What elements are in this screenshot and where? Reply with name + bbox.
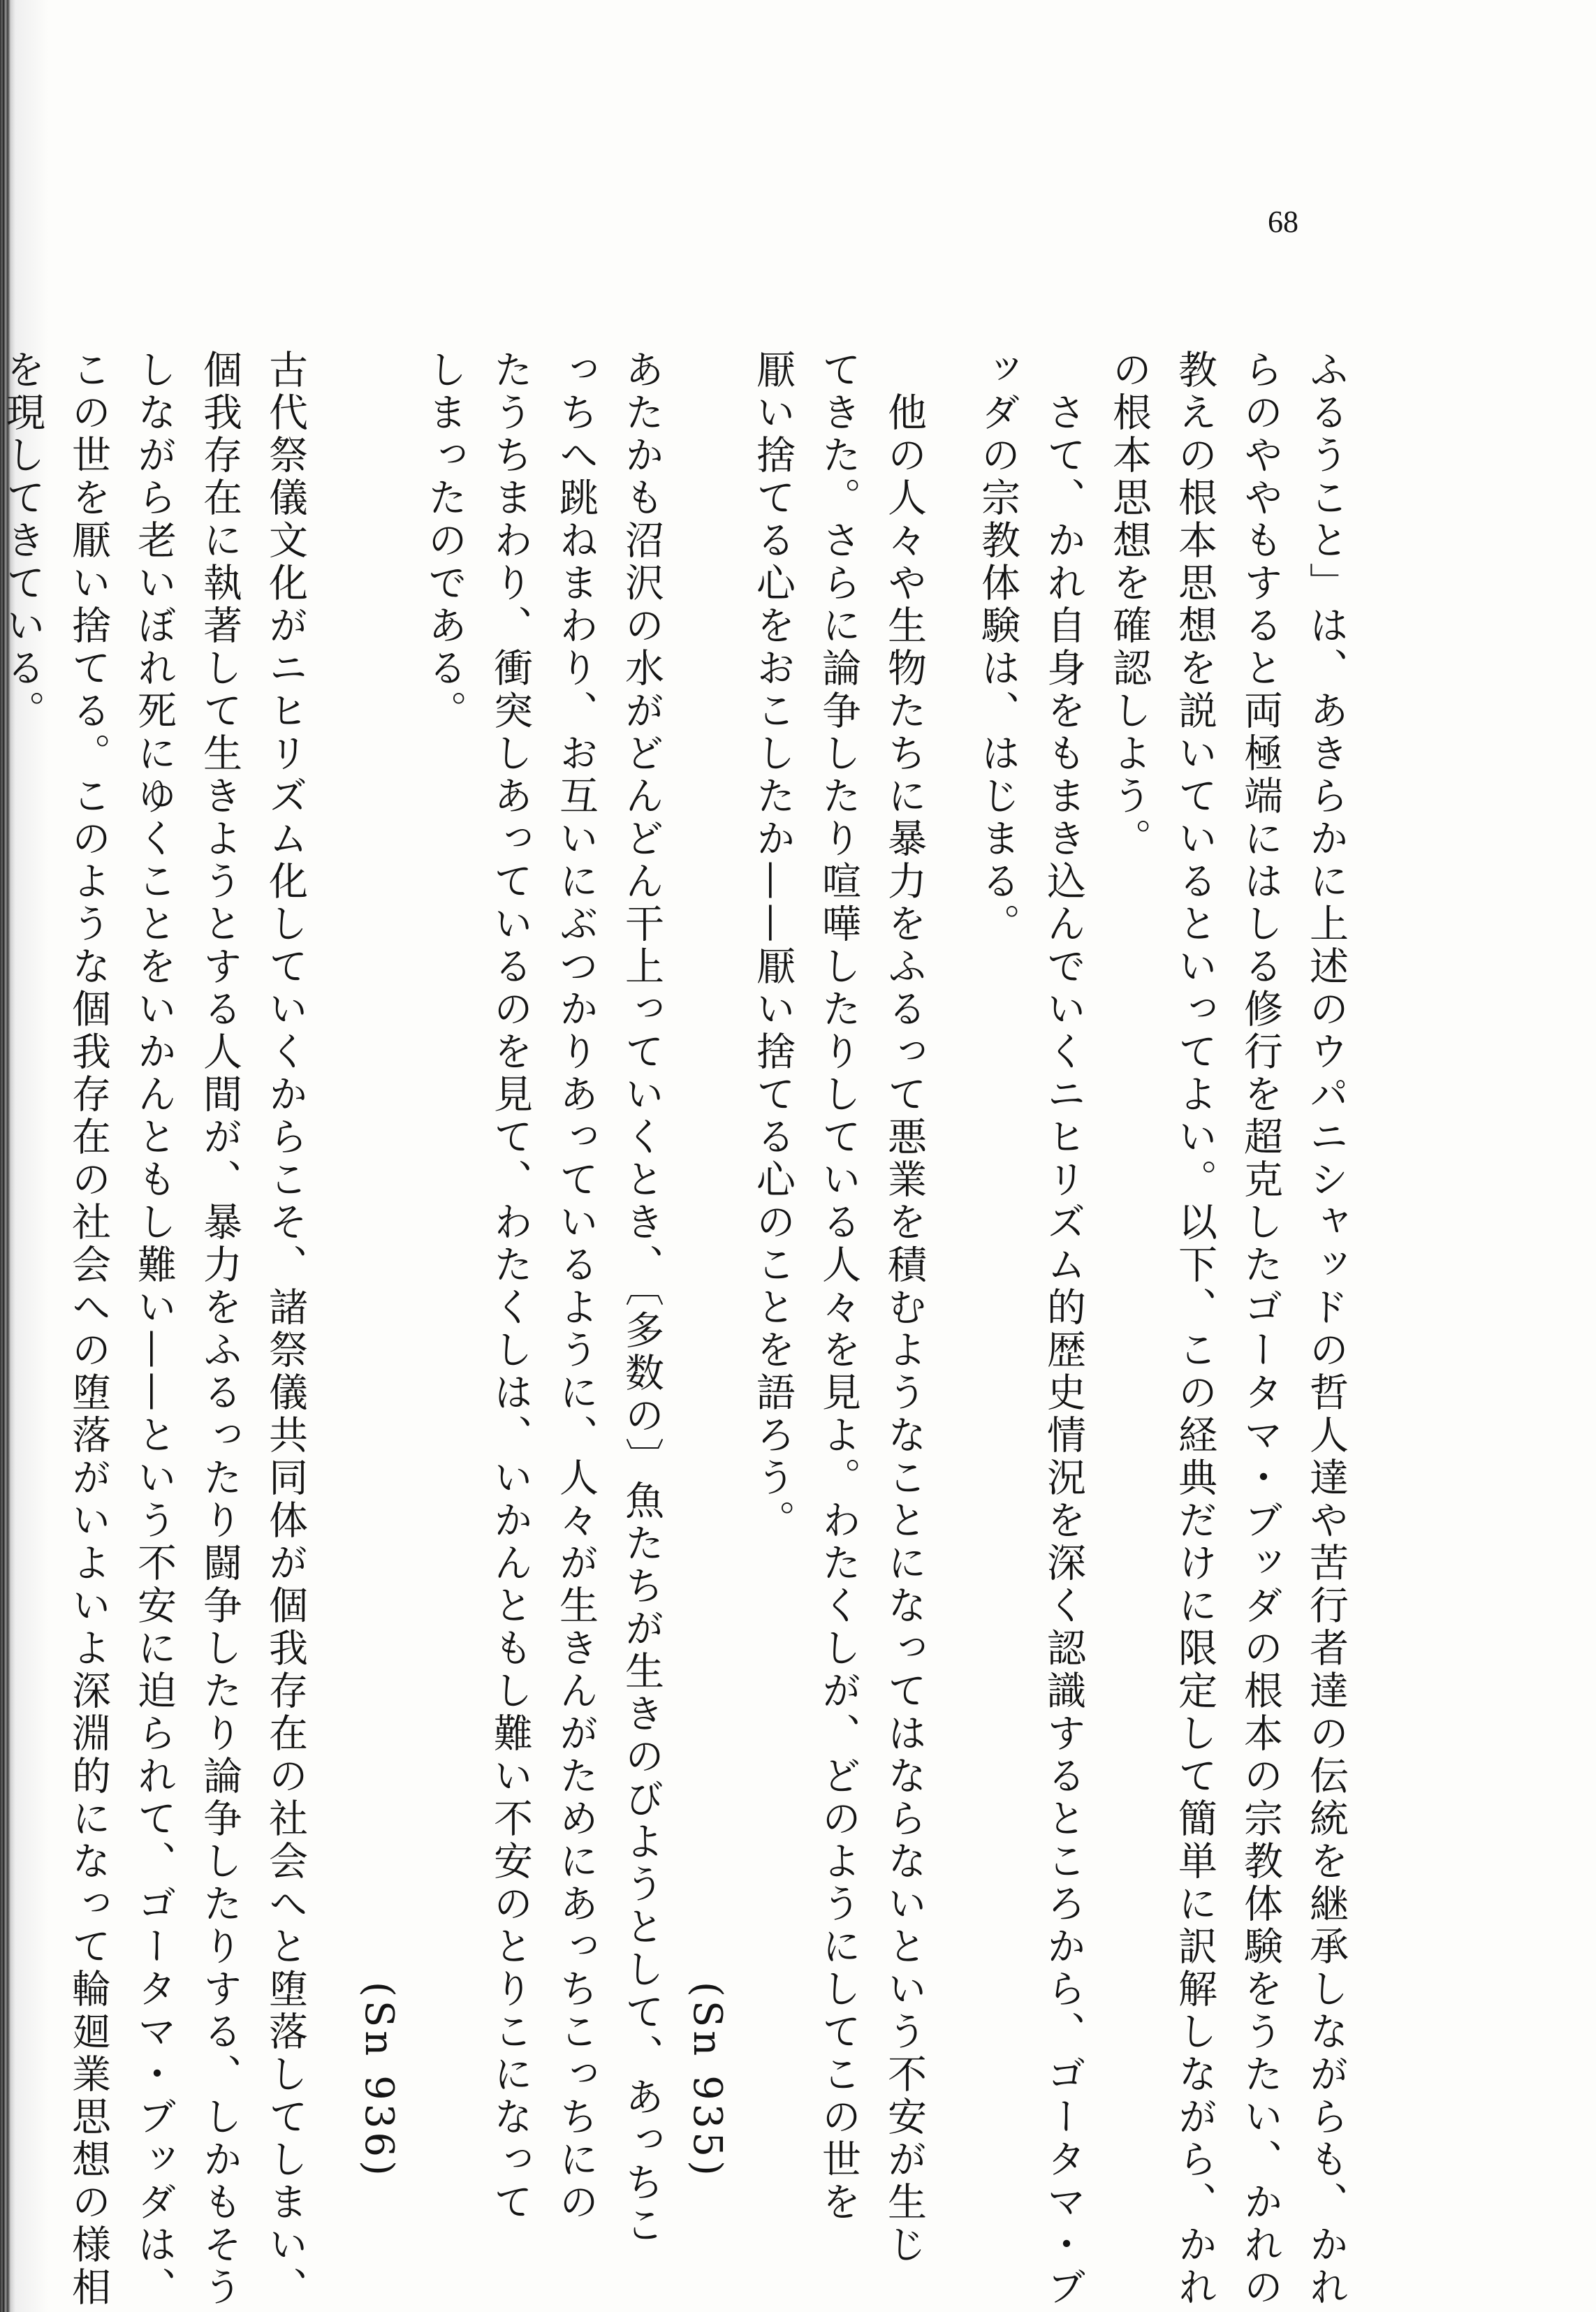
quote-column: あたかも沼沢の水がどんどん干上っていくとき、〔多数の〕魚たちが生きのびようとして、あっちこ: [619, 349, 664, 2247]
citation-sn936: (Sn 936): [356, 1982, 402, 2179]
quote-column: たうちまわり、衝突しあっているのを見て、わたくしは、いかんともし難い不安のとりこになって: [488, 349, 533, 2224]
text-column: ッダの宗教体験は、はじまる。: [975, 349, 1020, 946]
quote-column: しまったのである。: [422, 349, 467, 733]
text-column: の根本思想を確認しよう。: [1106, 349, 1152, 861]
text-column: らのややもすると両極端にはしる修行を超克したゴータマ・ブッダの根本の宗教体験をうたい、かれの: [1238, 349, 1283, 2309]
text-column: さて、かれ自身をもまき込んでいくニヒリズム的歴史情況を深く認識するところから、ゴータマ・ブ: [1041, 349, 1086, 2309]
quote-column: てきた。さらに論争したり喧嘩したりしている人々を見よ。わたくしが、どのようにしてこの世を: [816, 349, 861, 2224]
vertical-text-body: [0, 349, 1359, 2309]
quote-column: っちへ跳ねまわり、お互いにぶつかりあっているように、人々が生きんがためにあっちこっちにの: [553, 349, 599, 2224]
text-column: この世を厭い捨てる。このような個我存在の社会への堕落がいよいよ深淵的になって輪廻業思想の様相: [66, 349, 111, 2309]
text-column: しながら老いぼれ死にゆくことをいかんともし難い——という不安に迫られて、ゴータマ・ブッダは、: [131, 349, 177, 2309]
text-column: 古代祭儀文化がニヒリズム化していくからこそ、諸祭儀共同体が個我存在の社会へと堕落してしまい、: [263, 349, 308, 2309]
quote-column: 厭い捨てる心をおこしたか——厭い捨てる心のことを語ろう。: [750, 349, 796, 1542]
quote-column: 他の人々や生物たちに暴力をふるって悪業を積むようなことになってはならないという不安が生じ: [881, 349, 927, 2267]
text-column: 教えの根本思想を説いているといってよい。以下、この経典だけに限定して簡単に訳解しながら、かれ: [1172, 349, 1217, 2309]
text-column: を現してきている。: [0, 349, 45, 733]
page-number: 68: [1268, 205, 1298, 239]
text-column: 個我存在に執著して生きようとする人間が、暴力をふるったり闘争したり論争したりする、しかもそう: [197, 349, 242, 2309]
citation-sn935: (Sn 935): [684, 1982, 730, 2179]
text-column: ふるうこと」は、あきらかに上述のウパニシャッドの哲人達や苦行者達の伝統を継承しながらも、かれ: [1303, 349, 1349, 2309]
